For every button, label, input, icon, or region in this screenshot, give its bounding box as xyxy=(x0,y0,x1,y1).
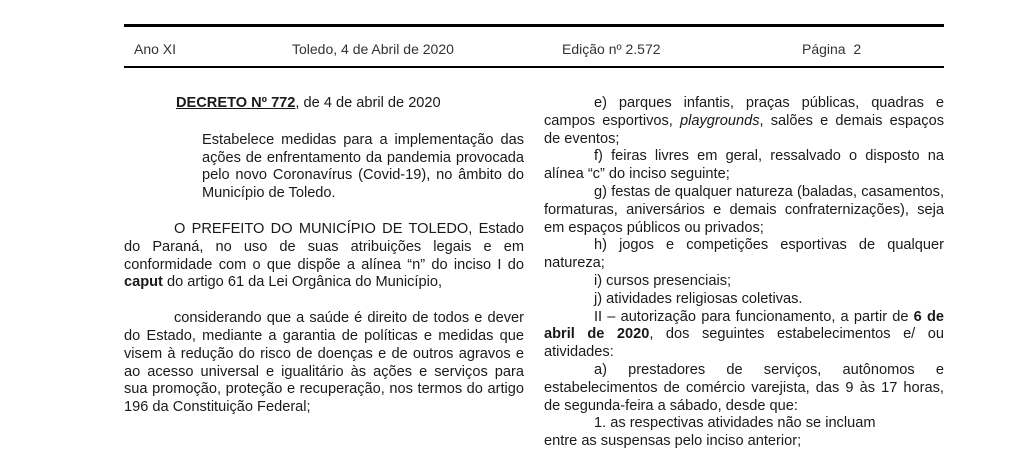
item-a: a) prestadores de serviços, autônomos e estabelecimentos de comércio varejista, das 9 às 17 horas, de segunda-feira a sábado, desde que: xyxy=(544,361,944,414)
item-j: j) atividades religiosas coletivas. xyxy=(594,290,803,307)
page-number: Página 2 xyxy=(802,41,862,57)
item-f: f) feiras livres em geral, ressalvado o disposto na alínea “c” do inciso seguinte; xyxy=(544,148,944,183)
decree-summary: Estabelece medidas para a implementação das ações de enfrentamento da pandemia provocada pelo novo Coronavírus (Covid-19), no âmbito do Município de Toledo. xyxy=(202,131,524,202)
preamble-text-end: do artigo 61 da Lei Orgânica do Município, xyxy=(162,274,442,291)
item-h: h) jogos e competições esportivas de qualquer natureza; xyxy=(544,237,944,272)
item-i: i) cursos presenciais; xyxy=(594,272,732,289)
item-ii-date: 6 de abril de 2020 xyxy=(544,308,944,343)
decree-number: DECRETO Nº 772 xyxy=(176,95,296,111)
item-1-continuation: entre as suspensas pelo inciso anterior; xyxy=(544,433,802,450)
item-e-italic: playgrounds xyxy=(680,112,760,129)
preamble-paragraph xyxy=(124,221,524,292)
header-top-rule xyxy=(124,24,944,27)
right-column xyxy=(544,95,944,451)
preamble-caput: caput xyxy=(124,274,163,291)
considering-paragraph: considerando que a saúde é direito de todos e dever do Estado, mediante a garantia de políticas e medidas que visem à redução do risco de doenças e de outros agravos e ao acesso universal e igualitário às ações e serviços para sua promoção, proteção e recuperação, nos termos do artigo 196 da Constituição Federal; xyxy=(124,310,524,416)
left-column xyxy=(124,95,524,417)
item-g: g) festas de qualquer natureza (baladas, casamentos, formaturas, aniversários e demais confraternizações), seja em espaços públicos ou privados; xyxy=(544,183,944,236)
decree-title xyxy=(124,95,524,113)
preamble-text: O PREFEITO DO MUNICÍPIO DE TOLEDO, Estado do Paraná, no uso de suas atribuições legais e em conformidade com o que dispõe a alínea “n” do inciso I do xyxy=(124,220,524,273)
decree-date: , de 4 de abril de 2020 xyxy=(295,95,441,111)
item-e-text: e) parques infantis, praças públicas, quadras e campos esportivos, xyxy=(544,95,944,129)
item-ii xyxy=(544,309,944,362)
item-e-text-end: , salões e demais espaços de eventos; xyxy=(544,112,944,147)
edition-number: Edição nº 2.572 xyxy=(562,41,661,57)
place-date: Toledo, 4 de Abril de 2020 xyxy=(292,41,454,57)
item-ii-text: II – autorização para funcionamento, a partir de xyxy=(594,308,914,325)
item-ii-text-end: , dos seguintes estabelecimentos e/ ou atividades: xyxy=(544,326,944,361)
item-1: 1. as respectivas atividades não se incluam xyxy=(594,415,876,432)
header-bottom-rule xyxy=(124,66,944,68)
edition-year: Ano XI xyxy=(134,41,177,57)
item-e xyxy=(544,95,944,148)
